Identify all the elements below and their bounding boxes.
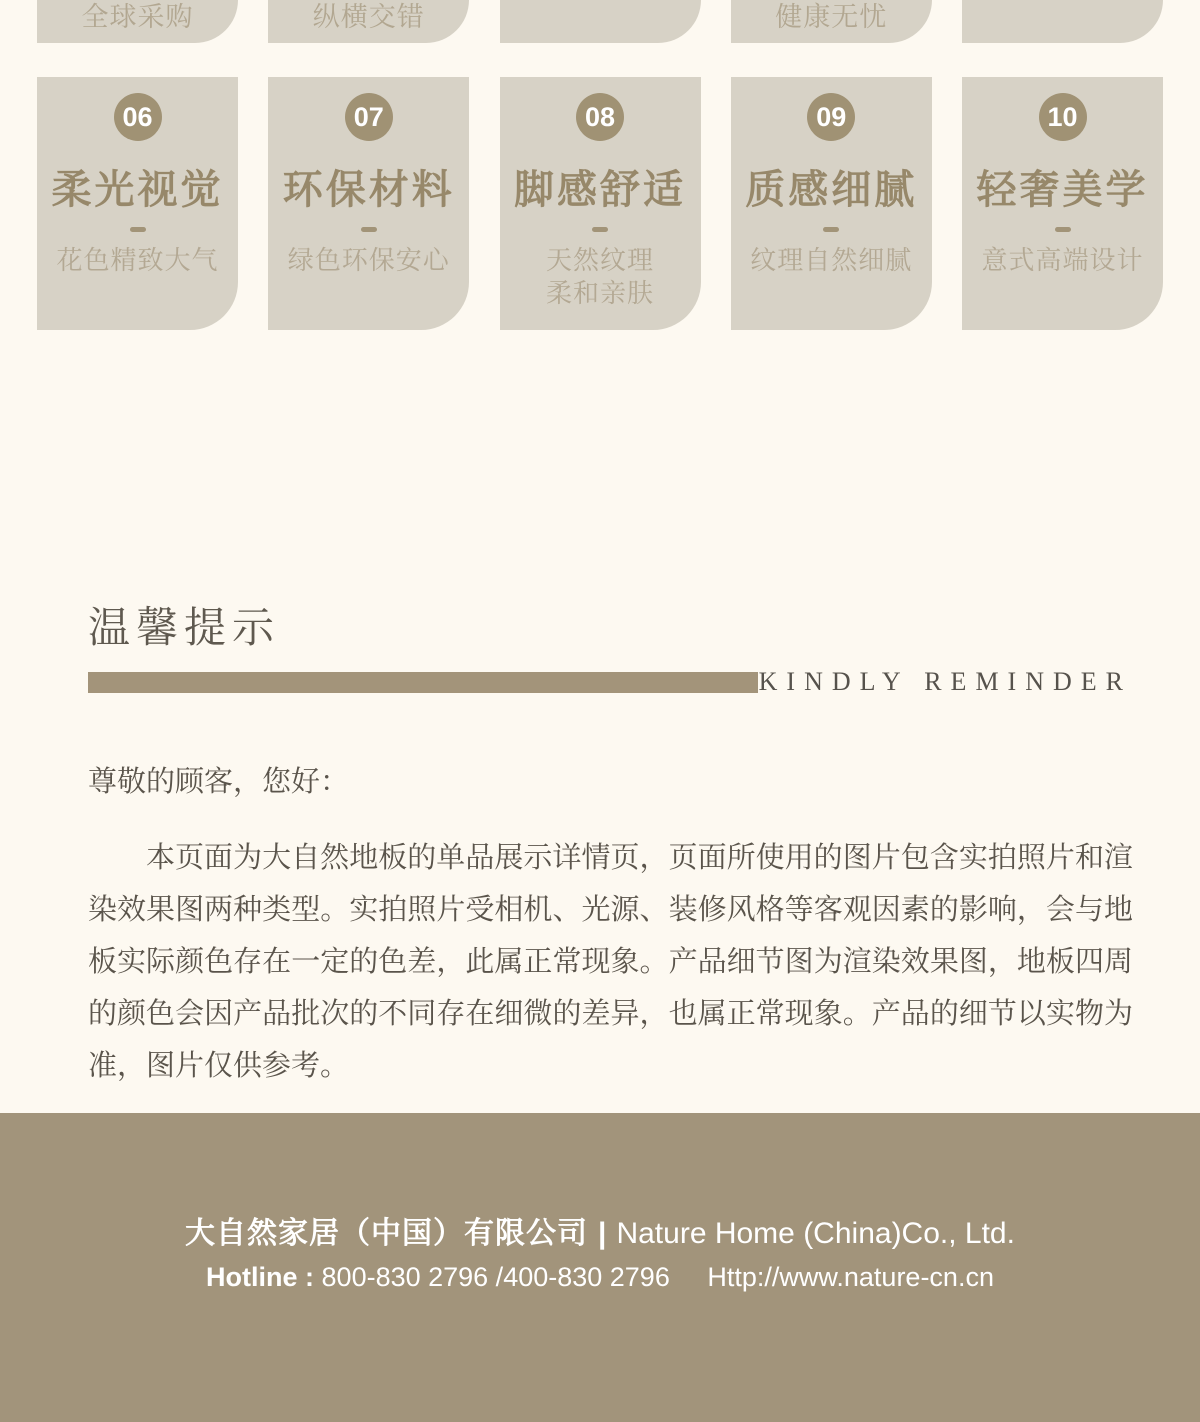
feature-card-10	[962, 77, 1163, 330]
footer-hotline-label: Hotline :	[206, 1262, 315, 1292]
feature-card-09	[731, 77, 932, 330]
feature-card-title: 轻奢美学	[976, 168, 1149, 212]
footer-company-en: Nature Home (China)Co., Ltd.	[616, 1217, 1015, 1250]
footer-company-line	[0, 1216, 1200, 1252]
feature-card-partial-4	[731, 0, 932, 43]
divider-dash	[592, 227, 608, 232]
feature-card-subtitle	[500, 244, 701, 310]
top-feature-cards-row	[37, 0, 1163, 43]
feature-card-title: 脚感舒适	[514, 168, 686, 212]
feature-card-subtitle	[37, 244, 238, 277]
subtitle-line-1: 天然纹理	[545, 245, 654, 275]
divider-dash	[130, 227, 146, 232]
subtitle-line-1: 纹理自然细腻	[750, 245, 913, 275]
subtitle-line-1: 绿色环保安心	[287, 245, 450, 275]
number-badge: 08	[576, 93, 624, 141]
feature-card-subtitle	[731, 244, 932, 277]
greeting-text: 尊敬的顾客，您好：	[88, 766, 350, 798]
number-badge: 07	[345, 93, 393, 141]
subtitle-line-2: 柔和亲肤	[545, 278, 654, 308]
footer-contact-line	[0, 1260, 1200, 1294]
footer-website-url: Http://www.nature-cn.cn	[707, 1262, 994, 1292]
number-badge: 09	[807, 93, 855, 141]
footer-company-cn: 大自然家居（中国）有限公司	[185, 1217, 589, 1250]
feature-card-subtitle: 纵横交错	[312, 2, 425, 32]
feature-card-subtitle: 全球采购	[81, 2, 194, 32]
number-badge: 06	[114, 93, 162, 141]
feature-card-07	[268, 77, 469, 330]
feature-card-partial-1	[37, 0, 238, 43]
feature-card-title: 质感细腻	[745, 168, 918, 212]
divider-dash	[1055, 227, 1071, 232]
number-badge: 10	[1039, 93, 1087, 141]
feature-card-08	[500, 77, 701, 330]
feature-card-subtitle: 健康无忧	[775, 2, 888, 32]
footer	[0, 1113, 1200, 1422]
feature-card-title: 柔光视觉	[51, 168, 224, 212]
feature-card-subtitle	[962, 244, 1163, 277]
divider-dash	[823, 227, 839, 232]
footer-separator: |	[598, 1217, 607, 1250]
subtitle-line-1: 意式高端设计	[981, 245, 1144, 275]
subtitle-line-1: 花色精致大气	[56, 245, 219, 275]
feature-card-partial-3	[500, 0, 701, 43]
feature-card-partial-2	[268, 0, 469, 43]
footer-hotline-numbers: 800-830 2796 /400-830 2796	[321, 1262, 670, 1292]
divider-dash	[361, 227, 377, 232]
feature-card-partial-5	[962, 0, 1163, 43]
reminder-body-text: 本页面为大自然地板的单品展示详情页，页面所使用的图片包含实拍照片和渲染效果图两种类型。实拍照片受相机、光源、装修风格等客观因素的影响，会与地板实际颜色存在一定的色差，此属正常现象。产品细节图为渲染效果图，地板四周的颜色会因产品批次的不同存在细微的差异，也属正常现象。产品的细节以实物为准，图片仅供参考。	[88, 842, 1133, 1082]
section-title-bar	[88, 672, 758, 693]
feature-card-title: 环保材料	[282, 168, 455, 212]
section-title-cn: 温馨提示	[88, 604, 281, 651]
feature-card-subtitle	[268, 244, 469, 277]
feature-cards-row	[37, 77, 1163, 330]
section-title-en: KINDLY REMINDER	[758, 667, 1132, 696]
feature-card-06	[37, 77, 238, 330]
